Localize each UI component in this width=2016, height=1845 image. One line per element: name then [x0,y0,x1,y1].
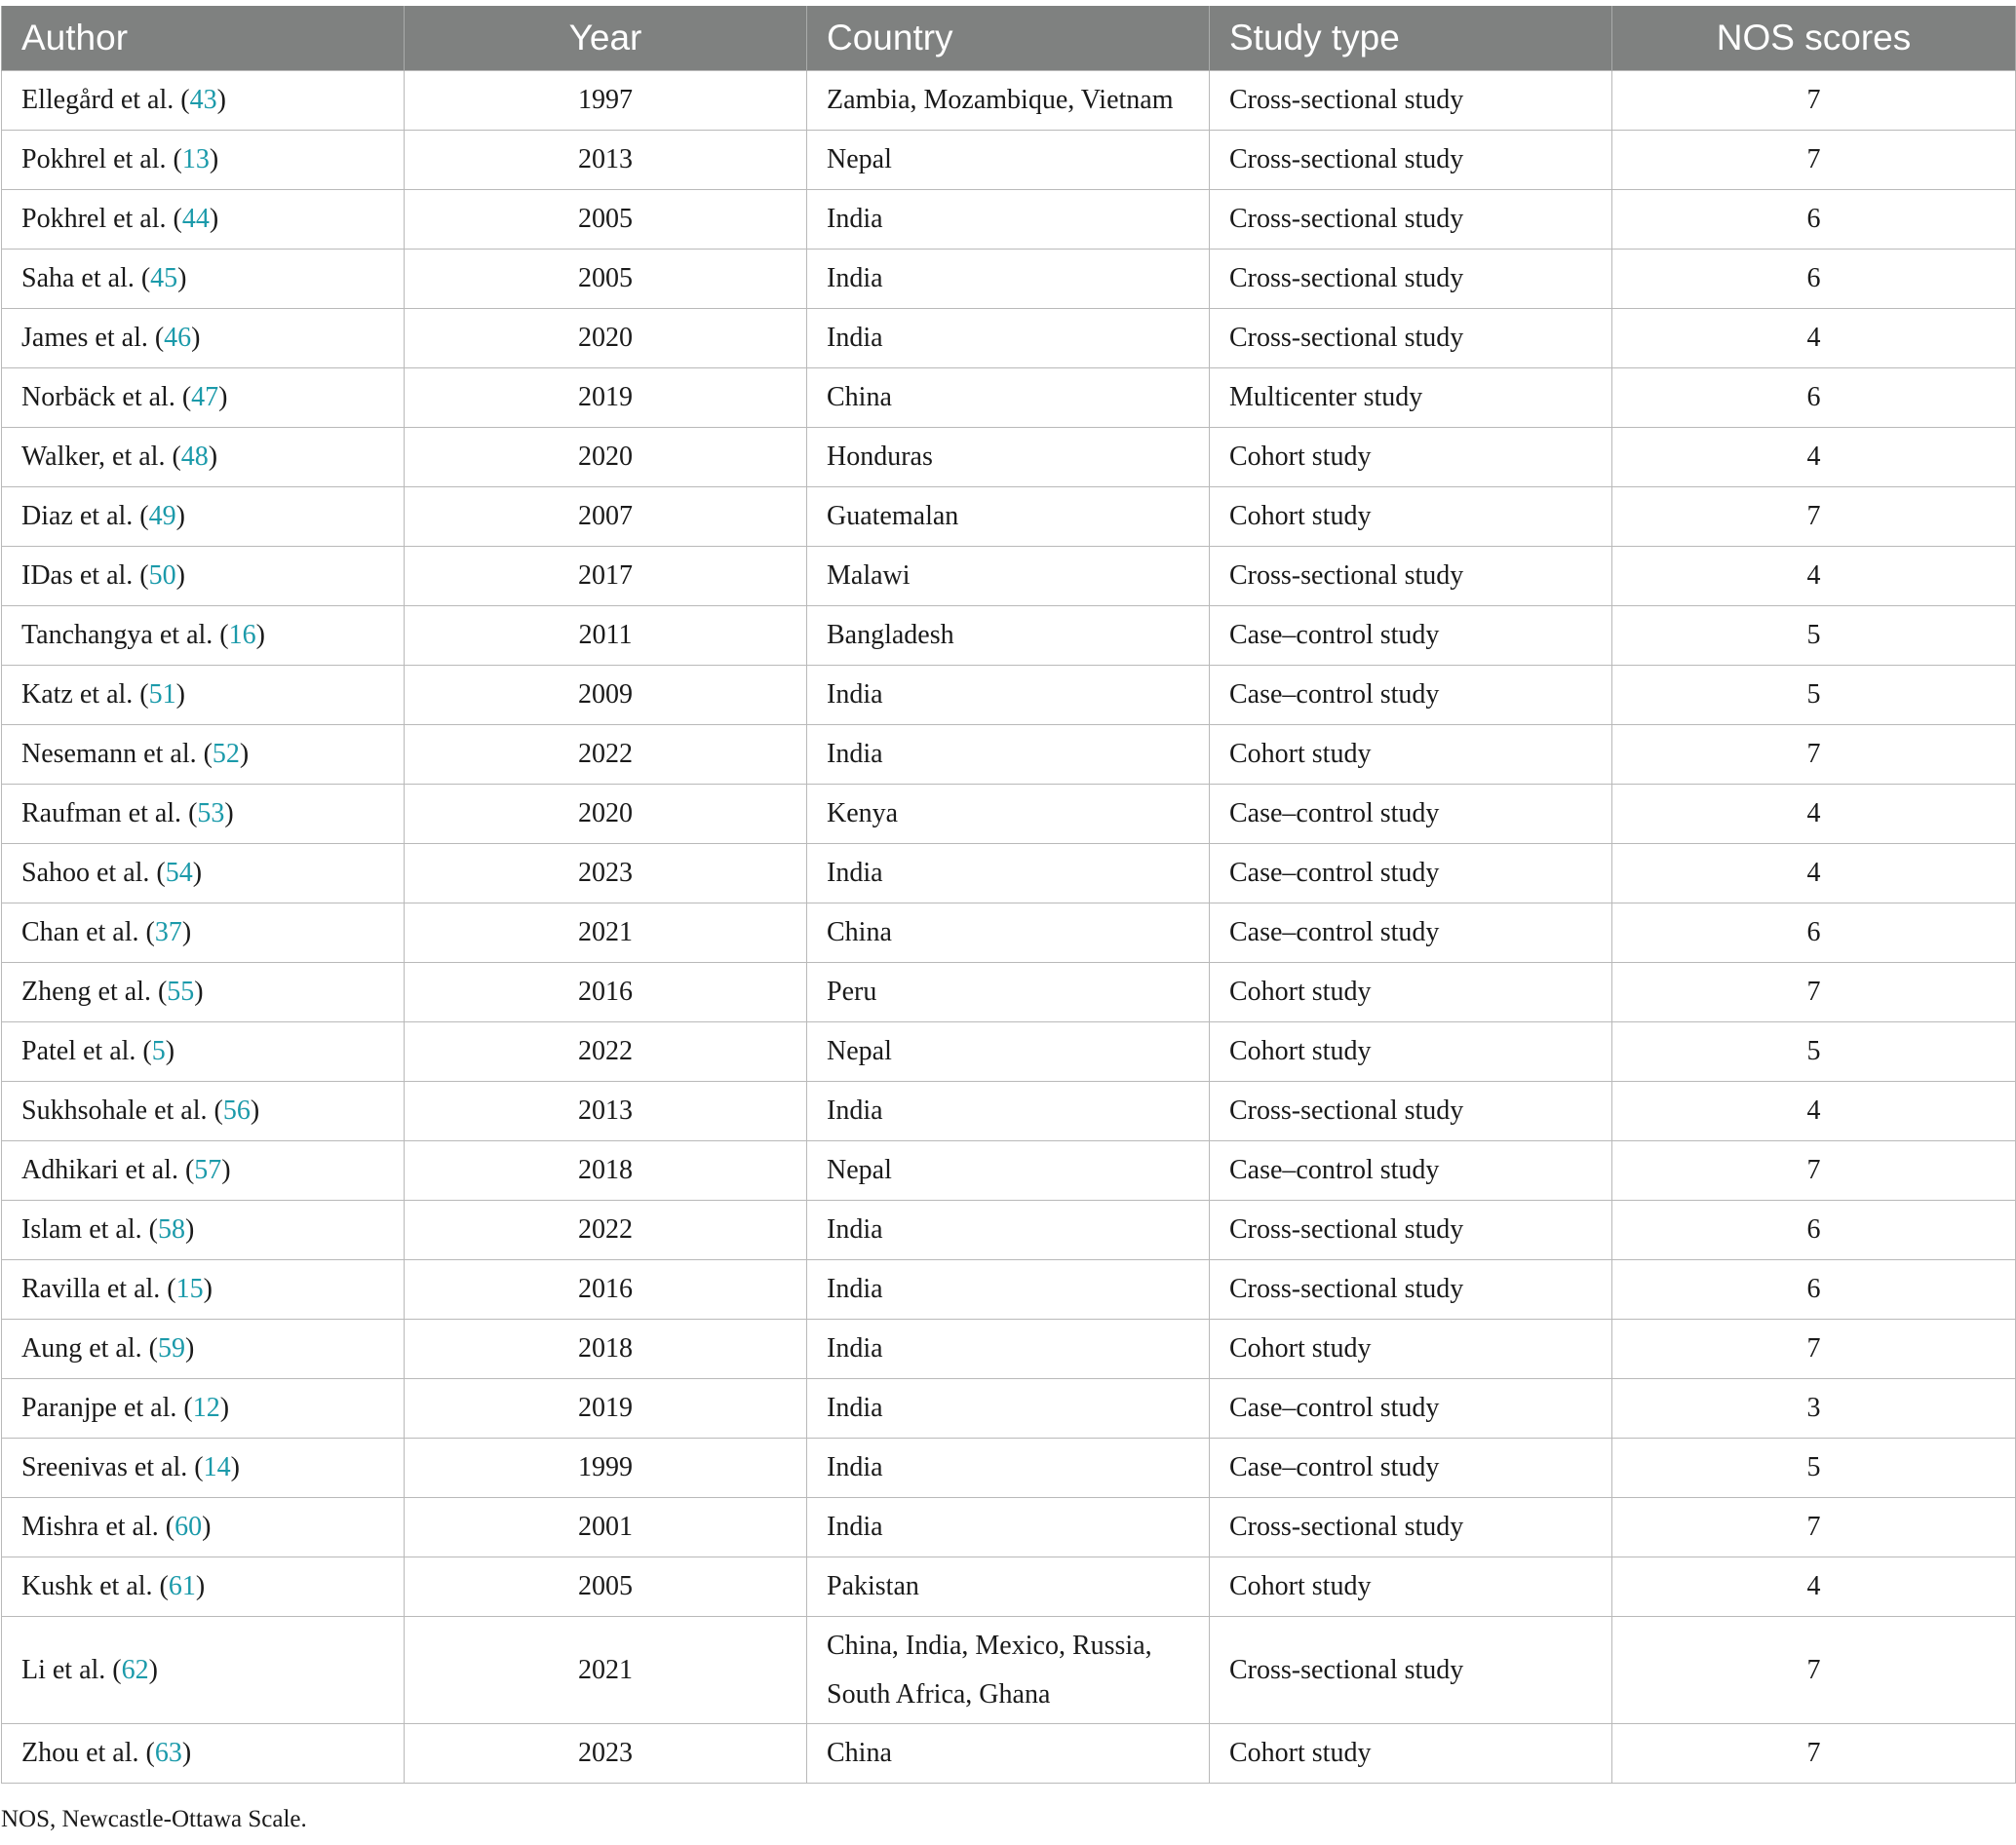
cell-year: 2022 [405,1022,807,1082]
cell-author: Pokhrel et al. (13) [2,131,405,190]
reference-link[interactable]: 52 [212,739,240,769]
cell-nos-score: 7 [1612,131,2016,190]
author-name: Pokhrel et al. [21,204,167,234]
cell-year: 2021 [405,1617,807,1724]
table-row [2,190,2016,250]
cell-nos-score: 7 [1612,71,2016,131]
cell-study-type: Cross-sectional study [1210,1082,1612,1141]
reference-link[interactable]: 13 [181,144,210,174]
reference-link[interactable]: 44 [181,204,210,234]
cell-study-type: Cross-sectional study [1210,71,1612,131]
cell-country: Nepal [807,1022,1210,1082]
cell-nos-score: 6 [1612,1260,2016,1320]
table-row [2,1022,2016,1082]
cell-country: Kenya [807,785,1210,844]
table-row [2,1617,2016,1724]
reference-link[interactable]: 48 [180,442,209,472]
reference-link[interactable]: 49 [148,501,176,531]
table-row [2,1498,2016,1557]
cell-country: China [807,368,1210,428]
table-row [2,725,2016,785]
author-name: Diaz et al. [21,501,134,531]
table-row [2,844,2016,903]
table-row [2,903,2016,963]
cell-nos-score: 4 [1612,309,2016,368]
cell-study-type: Cross-sectional study [1210,190,1612,250]
author-name: Zhou et al. [21,1738,139,1768]
cell-year: 2018 [405,1320,807,1379]
cell-nos-score: 6 [1612,903,2016,963]
author-name: Ellegård et al. [21,85,174,115]
cell-country: China [807,903,1210,963]
cell-author: Sahoo et al. (54) [2,844,405,903]
header-row [2,6,2016,71]
cell-nos-score: 4 [1612,1557,2016,1617]
reference-link[interactable]: 53 [197,798,225,828]
cell-study-type: Multicenter study [1210,368,1612,428]
cell-nos-score: 4 [1612,428,2016,487]
table-row [2,1557,2016,1617]
cell-nos-score: 5 [1612,606,2016,666]
author-name: Walker, et al. [21,442,166,472]
cell-year: 2023 [405,844,807,903]
cell-author: Ellegård et al. (43) [2,71,405,131]
reference-link[interactable]: 55 [167,977,195,1007]
cell-study-type: Cross-sectional study [1210,547,1612,606]
cell-study-type: Case–control study [1210,844,1612,903]
author-name: Sreenivas et al. [21,1452,188,1482]
cell-nos-score: 7 [1612,963,2016,1022]
cell-country: India [807,1439,1210,1498]
cell-author: Diaz et al. (49) [2,487,405,547]
cell-author: Kushk et al. (61) [2,1557,405,1617]
cell-author: Zheng et al. (55) [2,963,405,1022]
cell-country: Pakistan [807,1557,1210,1617]
reference-link[interactable]: 61 [168,1571,196,1601]
cell-nos-score: 6 [1612,250,2016,309]
cell-nos-score: 4 [1612,1082,2016,1141]
cell-author: Nesemann et al. (52) [2,725,405,785]
cell-study-type: Case–control study [1210,666,1612,725]
reference-link[interactable]: 60 [174,1512,203,1542]
cell-author: Sreenivas et al. (14) [2,1439,405,1498]
cell-study-type: Cohort study [1210,1022,1612,1082]
cell-country: India [807,844,1210,903]
author-name: Paranjpe et al. [21,1393,177,1423]
studies-table [1,6,2016,1784]
table-row [2,1724,2016,1784]
cell-year: 2019 [405,368,807,428]
reference-link[interactable]: 62 [121,1654,149,1685]
cell-study-type: Case–control study [1210,1379,1612,1439]
cell-study-type: Cross-sectional study [1210,250,1612,309]
cell-author: Sukhsohale et al. (56) [2,1082,405,1141]
cell-year: 2001 [405,1498,807,1557]
cell-country: China [807,1724,1210,1784]
author-name: Nesemann et al. [21,739,197,769]
cell-study-type: Cohort study [1210,725,1612,785]
cell-nos-score: 5 [1612,666,2016,725]
table-row [2,309,2016,368]
table-row [2,71,2016,131]
reference-link[interactable]: 47 [191,382,219,412]
cell-nos-score: 3 [1612,1379,2016,1439]
table-row [2,1082,2016,1141]
author-name: Saha et al. [21,263,135,293]
table-row [2,785,2016,844]
cell-country: Nepal [807,1141,1210,1201]
cell-author: Norbäck et al. (47) [2,368,405,428]
cell-year: 2022 [405,725,807,785]
cell-nos-score: 5 [1612,1022,2016,1082]
cell-country: India [807,725,1210,785]
table-row [2,428,2016,487]
cell-country: Peru [807,963,1210,1022]
header-author: Author [2,6,405,71]
cell-country: India [807,250,1210,309]
cell-study-type: Cross-sectional study [1210,1617,1612,1724]
author-name: Mishra et al. [21,1512,159,1542]
cell-country: China, India, Mexico, Russia, South Africa, Ghana [807,1617,1210,1724]
cell-author: Ravilla et al. (15) [2,1260,405,1320]
cell-author: Pokhrel et al. (44) [2,190,405,250]
cell-year: 2005 [405,250,807,309]
cell-nos-score: 7 [1612,1617,2016,1724]
cell-study-type: Cross-sectional study [1210,1201,1612,1260]
table-header [2,6,2016,71]
author-name: Ravilla et al. [21,1274,161,1304]
cell-author: Katz et al. (51) [2,666,405,725]
cell-study-type: Cohort study [1210,1557,1612,1617]
cell-author: Paranjpe et al. (12) [2,1379,405,1439]
cell-country: India [807,1379,1210,1439]
cell-nos-score: 7 [1612,1498,2016,1557]
reference-link[interactable]: 37 [154,917,182,947]
cell-author: Mishra et al. (60) [2,1498,405,1557]
cell-country: India [807,1082,1210,1141]
header-study-type: Study type [1210,6,1612,71]
cell-nos-score: 6 [1612,1201,2016,1260]
cell-author: Zhou et al. (63) [2,1724,405,1784]
cell-year: 1997 [405,71,807,131]
cell-study-type: Cross-sectional study [1210,309,1612,368]
cell-country: Malawi [807,547,1210,606]
cell-author: Islam et al. (58) [2,1201,405,1260]
cell-country: India [807,309,1210,368]
reference-link[interactable]: 58 [157,1214,185,1245]
reference-link[interactable]: 51 [148,679,176,710]
table-row [2,131,2016,190]
cell-author: Chan et al. (37) [2,903,405,963]
cell-author: Saha et al. (45) [2,250,405,309]
cell-nos-score: 7 [1612,1320,2016,1379]
cell-study-type: Cohort study [1210,963,1612,1022]
reference-link[interactable]: 63 [154,1738,182,1768]
table-row [2,1141,2016,1201]
cell-year: 2005 [405,190,807,250]
header-year: Year [405,6,807,71]
cell-year: 2020 [405,428,807,487]
author-name: Li et al. [21,1654,106,1685]
cell-year: 2022 [405,1201,807,1260]
cell-country: Bangladesh [807,606,1210,666]
table-row [2,547,2016,606]
cell-year: 2007 [405,487,807,547]
cell-author: Li et al. (62) [2,1617,405,1724]
cell-year: 2020 [405,309,807,368]
author-name: Katz et al. [21,679,134,710]
table-row [2,1439,2016,1498]
cell-country: India [807,190,1210,250]
table-row [2,487,2016,547]
table-row [2,1201,2016,1260]
cell-nos-score: 6 [1612,190,2016,250]
author-name: James et al. [21,323,148,353]
cell-author: Walker, et al. (48) [2,428,405,487]
author-name: IDas et al. [21,560,134,591]
author-name: Sukhsohale et al. [21,1095,208,1126]
cell-study-type: Case–control study [1210,606,1612,666]
cell-author: Tanchangya et al. (16) [2,606,405,666]
author-name: Norbäck et al. [21,382,175,412]
reference-link[interactable]: 14 [203,1452,231,1482]
reference-link[interactable]: 56 [222,1095,251,1126]
cell-year: 2013 [405,131,807,190]
cell-country: Guatemalan [807,487,1210,547]
table-row [2,1379,2016,1439]
cell-year: 2016 [405,963,807,1022]
cell-country: India [807,1260,1210,1320]
author-name: Raufman et al. [21,798,182,828]
cell-author: James et al. (46) [2,309,405,368]
cell-nos-score: 7 [1612,1141,2016,1201]
cell-year: 2011 [405,606,807,666]
cell-author: Raufman et al. (53) [2,785,405,844]
reference-link[interactable]: 46 [164,323,192,353]
cell-year: 2018 [405,1141,807,1201]
author-name: Patel et al. [21,1036,136,1066]
table-footnote: NOS, Newcastle-Ottawa Scale. [1,1806,307,1832]
cell-year: 2009 [405,666,807,725]
cell-year: 2017 [405,547,807,606]
table-row [2,368,2016,428]
reference-link[interactable]: 5 [151,1036,166,1066]
cell-year: 2021 [405,903,807,963]
author-name: Islam et al. [21,1214,142,1245]
reference-link[interactable]: 59 [157,1333,185,1364]
reference-link[interactable]: 16 [228,620,256,650]
cell-year: 2013 [405,1082,807,1141]
cell-nos-score: 7 [1612,487,2016,547]
cell-year: 2005 [405,1557,807,1617]
header-country: Country [807,6,1210,71]
cell-author: Patel et al. (5) [2,1022,405,1082]
table-row [2,1260,2016,1320]
cell-nos-score: 4 [1612,785,2016,844]
cell-study-type: Case–control study [1210,903,1612,963]
author-name: Aung et al. [21,1333,142,1364]
cell-year: 2019 [405,1379,807,1439]
cell-nos-score: 4 [1612,547,2016,606]
cell-study-type: Cross-sectional study [1210,1260,1612,1320]
cell-country: India [807,666,1210,725]
cell-author: Aung et al. (59) [2,1320,405,1379]
table-row [2,250,2016,309]
cell-author: Adhikari et al. (57) [2,1141,405,1201]
cell-country: India [807,1320,1210,1379]
cell-study-type: Cross-sectional study [1210,1498,1612,1557]
author-name: Kushk et al. [21,1571,153,1601]
reference-link[interactable]: 15 [175,1274,204,1304]
header-nos-scores: NOS scores [1612,6,2016,71]
cell-study-type: Cohort study [1210,487,1612,547]
author-name: Chan et al. [21,917,139,947]
author-name: Zheng et al. [21,977,151,1007]
cell-country: Nepal [807,131,1210,190]
cell-study-type: Cross-sectional study [1210,131,1612,190]
cell-year: 2016 [405,1260,807,1320]
cell-country: India [807,1498,1210,1557]
table-row [2,1320,2016,1379]
reference-link[interactable]: 54 [165,858,193,888]
author-name: Tanchangya et al. [21,620,213,650]
cell-country: Honduras [807,428,1210,487]
cell-study-type: Case–control study [1210,1439,1612,1498]
cell-study-type: Cohort study [1210,1320,1612,1379]
cell-study-type: Cohort study [1210,1724,1612,1784]
cell-author: IDas et al. (50) [2,547,405,606]
author-name: Pokhrel et al. [21,144,167,174]
cell-study-type: Cohort study [1210,428,1612,487]
reference-link[interactable]: 12 [192,1393,220,1423]
cell-year: 2023 [405,1724,807,1784]
cell-nos-score: 6 [1612,368,2016,428]
table-body [2,71,2016,1784]
cell-country: India [807,1201,1210,1260]
cell-study-type: Case–control study [1210,785,1612,844]
cell-study-type: Case–control study [1210,1141,1612,1201]
reference-link[interactable]: 50 [148,560,176,591]
author-name: Sahoo et al. [21,858,150,888]
cell-nos-score: 4 [1612,844,2016,903]
reference-link[interactable]: 43 [189,85,217,115]
cell-nos-score: 7 [1612,725,2016,785]
table-row [2,666,2016,725]
author-name: Adhikari et al. [21,1155,178,1185]
reference-link[interactable]: 57 [194,1155,222,1185]
cell-year: 2020 [405,785,807,844]
table-row [2,606,2016,666]
cell-nos-score: 7 [1612,1724,2016,1784]
cell-year: 1999 [405,1439,807,1498]
cell-country: Zambia, Mozambique, Vietnam [807,71,1210,131]
reference-link[interactable]: 45 [150,263,178,293]
cell-nos-score: 5 [1612,1439,2016,1498]
table-row [2,963,2016,1022]
